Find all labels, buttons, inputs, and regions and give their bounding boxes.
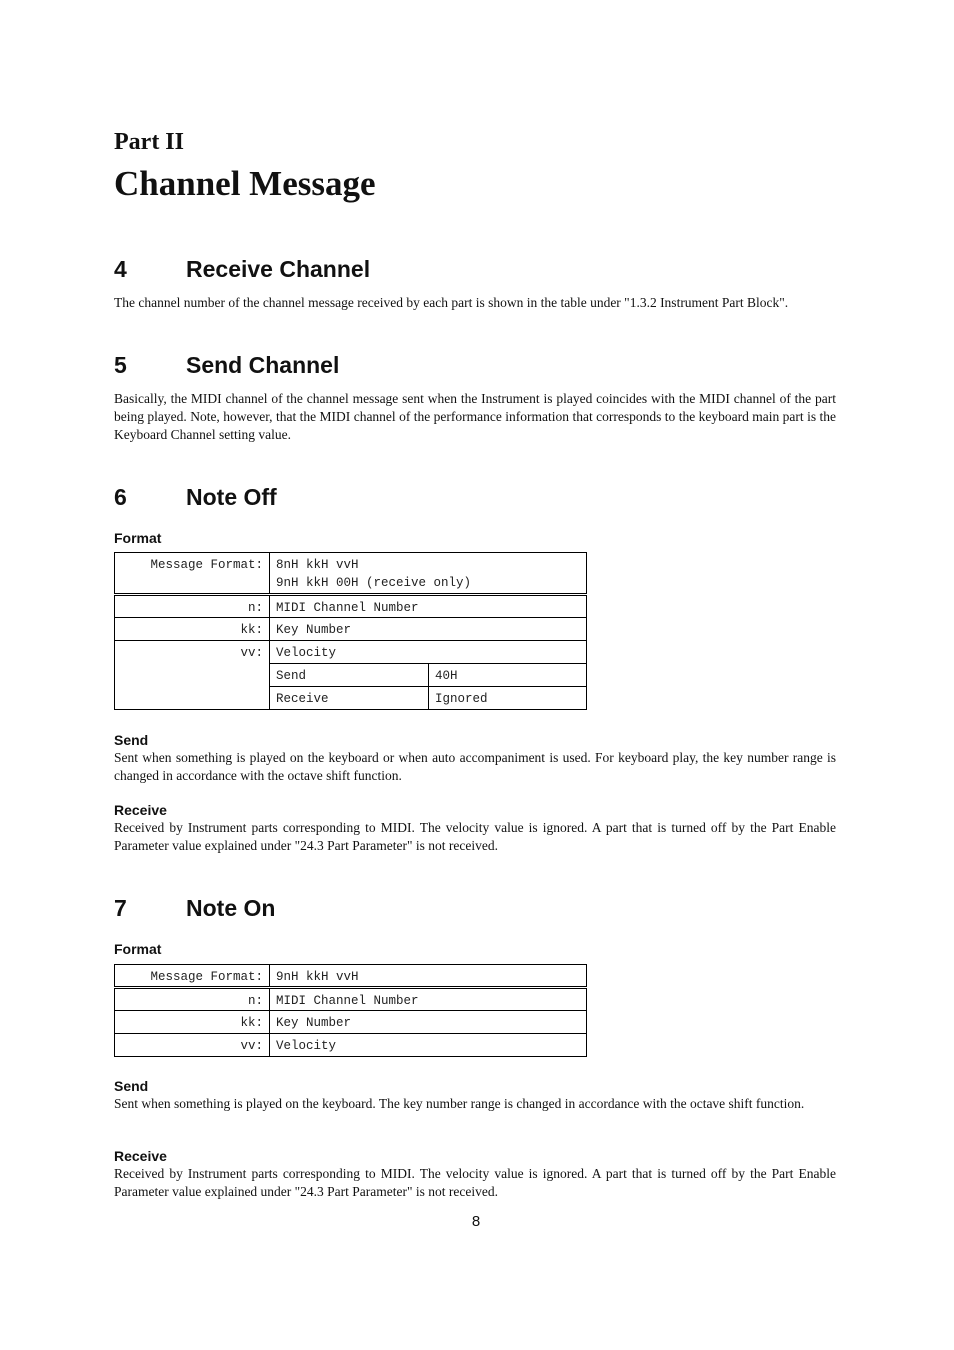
note-on-format-table (114, 964, 587, 1057)
format-heading: Format (114, 941, 162, 957)
send-heading: Send (114, 1078, 149, 1094)
vv-value: Velocity (270, 641, 587, 664)
page-number: 8 (471, 1213, 481, 1230)
section-heading-receive-channel (114, 256, 370, 283)
receive-heading: Receive (114, 1148, 167, 1164)
section-number: 4 (114, 256, 127, 282)
message-format-value (270, 553, 587, 595)
receive-label: Receive (270, 687, 429, 710)
section-number: 7 (114, 895, 127, 921)
note-off-receive-text: Received by Instrument parts corresponding to MIDI. The velocity value is ignored. A part that is turned off by the Part Enable Parameter value explained under "24.3 Part Parameter" is not received. (114, 820, 836, 853)
n-key: n: (115, 988, 270, 1011)
vv-value: Velocity (270, 1034, 587, 1057)
table-row (115, 965, 587, 988)
section-number: 5 (114, 352, 127, 378)
kk-value: Key Number (270, 1011, 587, 1034)
table-row (115, 641, 587, 664)
note-off-format-table (114, 552, 587, 710)
receive-value: Ignored (429, 687, 587, 710)
kk-value: Key Number (270, 618, 587, 641)
vv-key: vv: (115, 641, 270, 710)
table-row (115, 618, 587, 641)
n-key: n: (115, 595, 270, 618)
receive-heading: Receive (114, 802, 167, 818)
section-heading-note-on (114, 895, 275, 922)
message-format-key: Message Format: (115, 965, 270, 988)
section-heading-note-off (114, 484, 277, 511)
message-format-line: 9nH kkH 00H (receive only) (276, 576, 472, 590)
section-heading-send-channel (114, 352, 339, 379)
send-label: Send (270, 664, 429, 687)
section-number: 6 (114, 484, 127, 510)
send-channel-text: Basically, the MIDI channel of the channel message sent when the Instrument is played coincides with the MIDI channel of the part being played. Note, however, that the MIDI channel of the performance information that corresponds to the keyboard main part is the Keyboard Channel setting value. (114, 391, 836, 442)
send-value: 40H (429, 664, 587, 687)
section-title: Receive Channel (186, 256, 371, 282)
vv-key: vv: (115, 1034, 270, 1057)
kk-key: kk: (115, 1011, 270, 1034)
n-value: MIDI Channel Number (270, 988, 587, 1011)
section-title: Send Channel (186, 352, 340, 378)
table-row (115, 988, 587, 1011)
message-format-line: 8nH kkH vvH (276, 558, 359, 572)
part-title: Channel Message (114, 164, 376, 203)
note-on-receive-text: Received by Instrument parts corresponding to MIDI. The velocity value is ignored. A part that is turned off by the Part Enable Parameter value explained under "24.3 Part Parameter" is not received. (114, 1166, 836, 1199)
note-on-send-text: Sent when something is played on the keyboard. The key number range is changed in accordance with the octave shift function. (114, 1096, 805, 1111)
section-title: Note Off (186, 484, 277, 510)
kk-key: kk: (115, 618, 270, 641)
part-label: Part II (114, 129, 184, 155)
table-row (115, 595, 587, 618)
note-off-send-text: Sent when something is played on the keyboard or when auto accompaniment is used. For keyboard play, the key number range is changed in accordance with the octave shift function. (114, 750, 836, 783)
table-row (115, 1011, 587, 1034)
send-heading: Send (114, 732, 149, 748)
message-format-value: 9nH kkH vvH (270, 965, 587, 988)
message-format-key: Message Format: (115, 553, 270, 595)
format-heading: Format (114, 530, 162, 546)
section-title: Note On (186, 895, 276, 921)
table-row (115, 1034, 587, 1057)
receive-channel-text: The channel number of the channel message received by each part is shown in the table under "1.3.2 Instrument Part Block". (114, 295, 789, 310)
document-page (114, 0, 836, 1350)
table-row (115, 553, 587, 595)
n-value: MIDI Channel Number (270, 595, 587, 618)
